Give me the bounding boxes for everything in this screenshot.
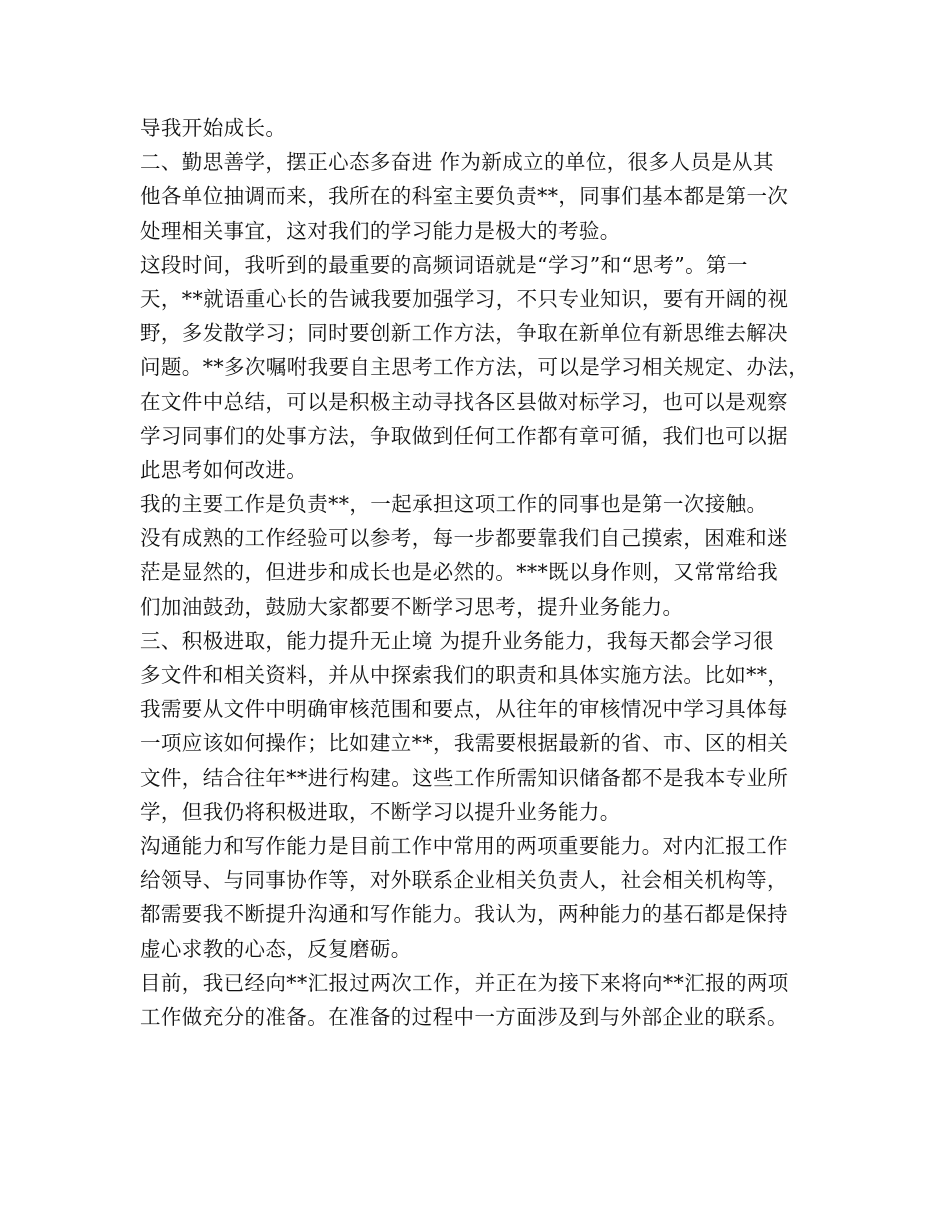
text-line: 文件，结合往年**进行构建。这些工作所需知识储备都不是我本专业所 (140, 765, 789, 790)
text-line: 天，**就语重心长的告诫我要加强学习，不只专业知识，要有开阔的视 (140, 286, 789, 311)
text-line: 我需要从文件中明确审核范围和要点，从往年的审核情况中学习具体每 (140, 697, 788, 722)
text-line: 三、积极进取，能力提升无止境 为提升业务能力，我每天都会学习很 (140, 628, 774, 653)
text-line: 给领导、与同事协作等，对外联系企业相关负责人，社会相关机构等， (140, 868, 788, 893)
text-line: 都需要我不断提升沟通和写作能力。我认为，两种能力的基石都是保持 (140, 902, 788, 927)
text-line: 问题。**多次嘱咐我要自主思考工作方法，可以是学习相关规定、办法， (140, 355, 810, 380)
body-text (140, 111, 830, 1034)
text-line: 野，多发散学习；同时要创新工作方法，争取在新单位有新思维去解决 (140, 321, 788, 346)
text-line: 没有成熟的工作经验可以参考，每一步都要靠我们自己摸索，困难和迷 (140, 526, 788, 551)
text-line: 他各单位抽调而来，我所在的科室主要负责**，同事们基本都是第一次 (140, 184, 789, 209)
text-line: 一项应该如何操作；比如建立**，我需要根据最新的省、市、区的相关 (140, 731, 789, 756)
text-line: 茫是显然的，但进步和成长也是必然的。***既以身作则，又常常给我 (140, 560, 779, 585)
text-line: 学习同事们的处事方法，争取做到任何工作都有章可循，我们也可以据 (140, 423, 788, 448)
text-line: 二、勤思善学，摆正心态多奋进 作为新成立的单位，很多人员是从其 (140, 150, 774, 175)
text-line: 我的主要工作是负责**，一起承担这项工作的同事也是第一次接触。 (140, 492, 768, 517)
text-line: 虚心求教的心态，反复磨砺。 (140, 936, 412, 961)
text-line: 导我开始成长。 (140, 116, 287, 140)
text-line: 在文件中总结，可以是积极主动寻找各区县做对标学习，也可以是观察 (140, 389, 788, 414)
text-line: 们加油鼓劲，鼓励大家都要不断学习思考，提升业务能力。 (140, 594, 684, 619)
text-line: 这段时间，我听到的最重要的高频词语就是“学习”和“思考”。第一 (140, 252, 748, 277)
text-line: 目前，我已经向**汇报过两次工作，并正在为接下来将向**汇报的两项 (140, 970, 789, 995)
text-line: 工作做充分的准备。在准备的过程中一方面涉及到与外部企业的联系。 (140, 1004, 788, 1029)
text-line: 沟通能力和写作能力是目前工作中常用的两项重要能力。对内汇报工作 (140, 833, 788, 858)
text-line: 多文件和相关资料，并从中探索我们的职责和具体实施方法。比如**， (140, 663, 789, 687)
text-line: 处理相关事宜，这对我们的学习能力是极大的考验。 (140, 218, 621, 243)
text-line: 学，但我仍将积极进取，不断学习以提升业务能力。 (140, 799, 621, 824)
text-line: 此思考如何改进。 (140, 457, 308, 482)
